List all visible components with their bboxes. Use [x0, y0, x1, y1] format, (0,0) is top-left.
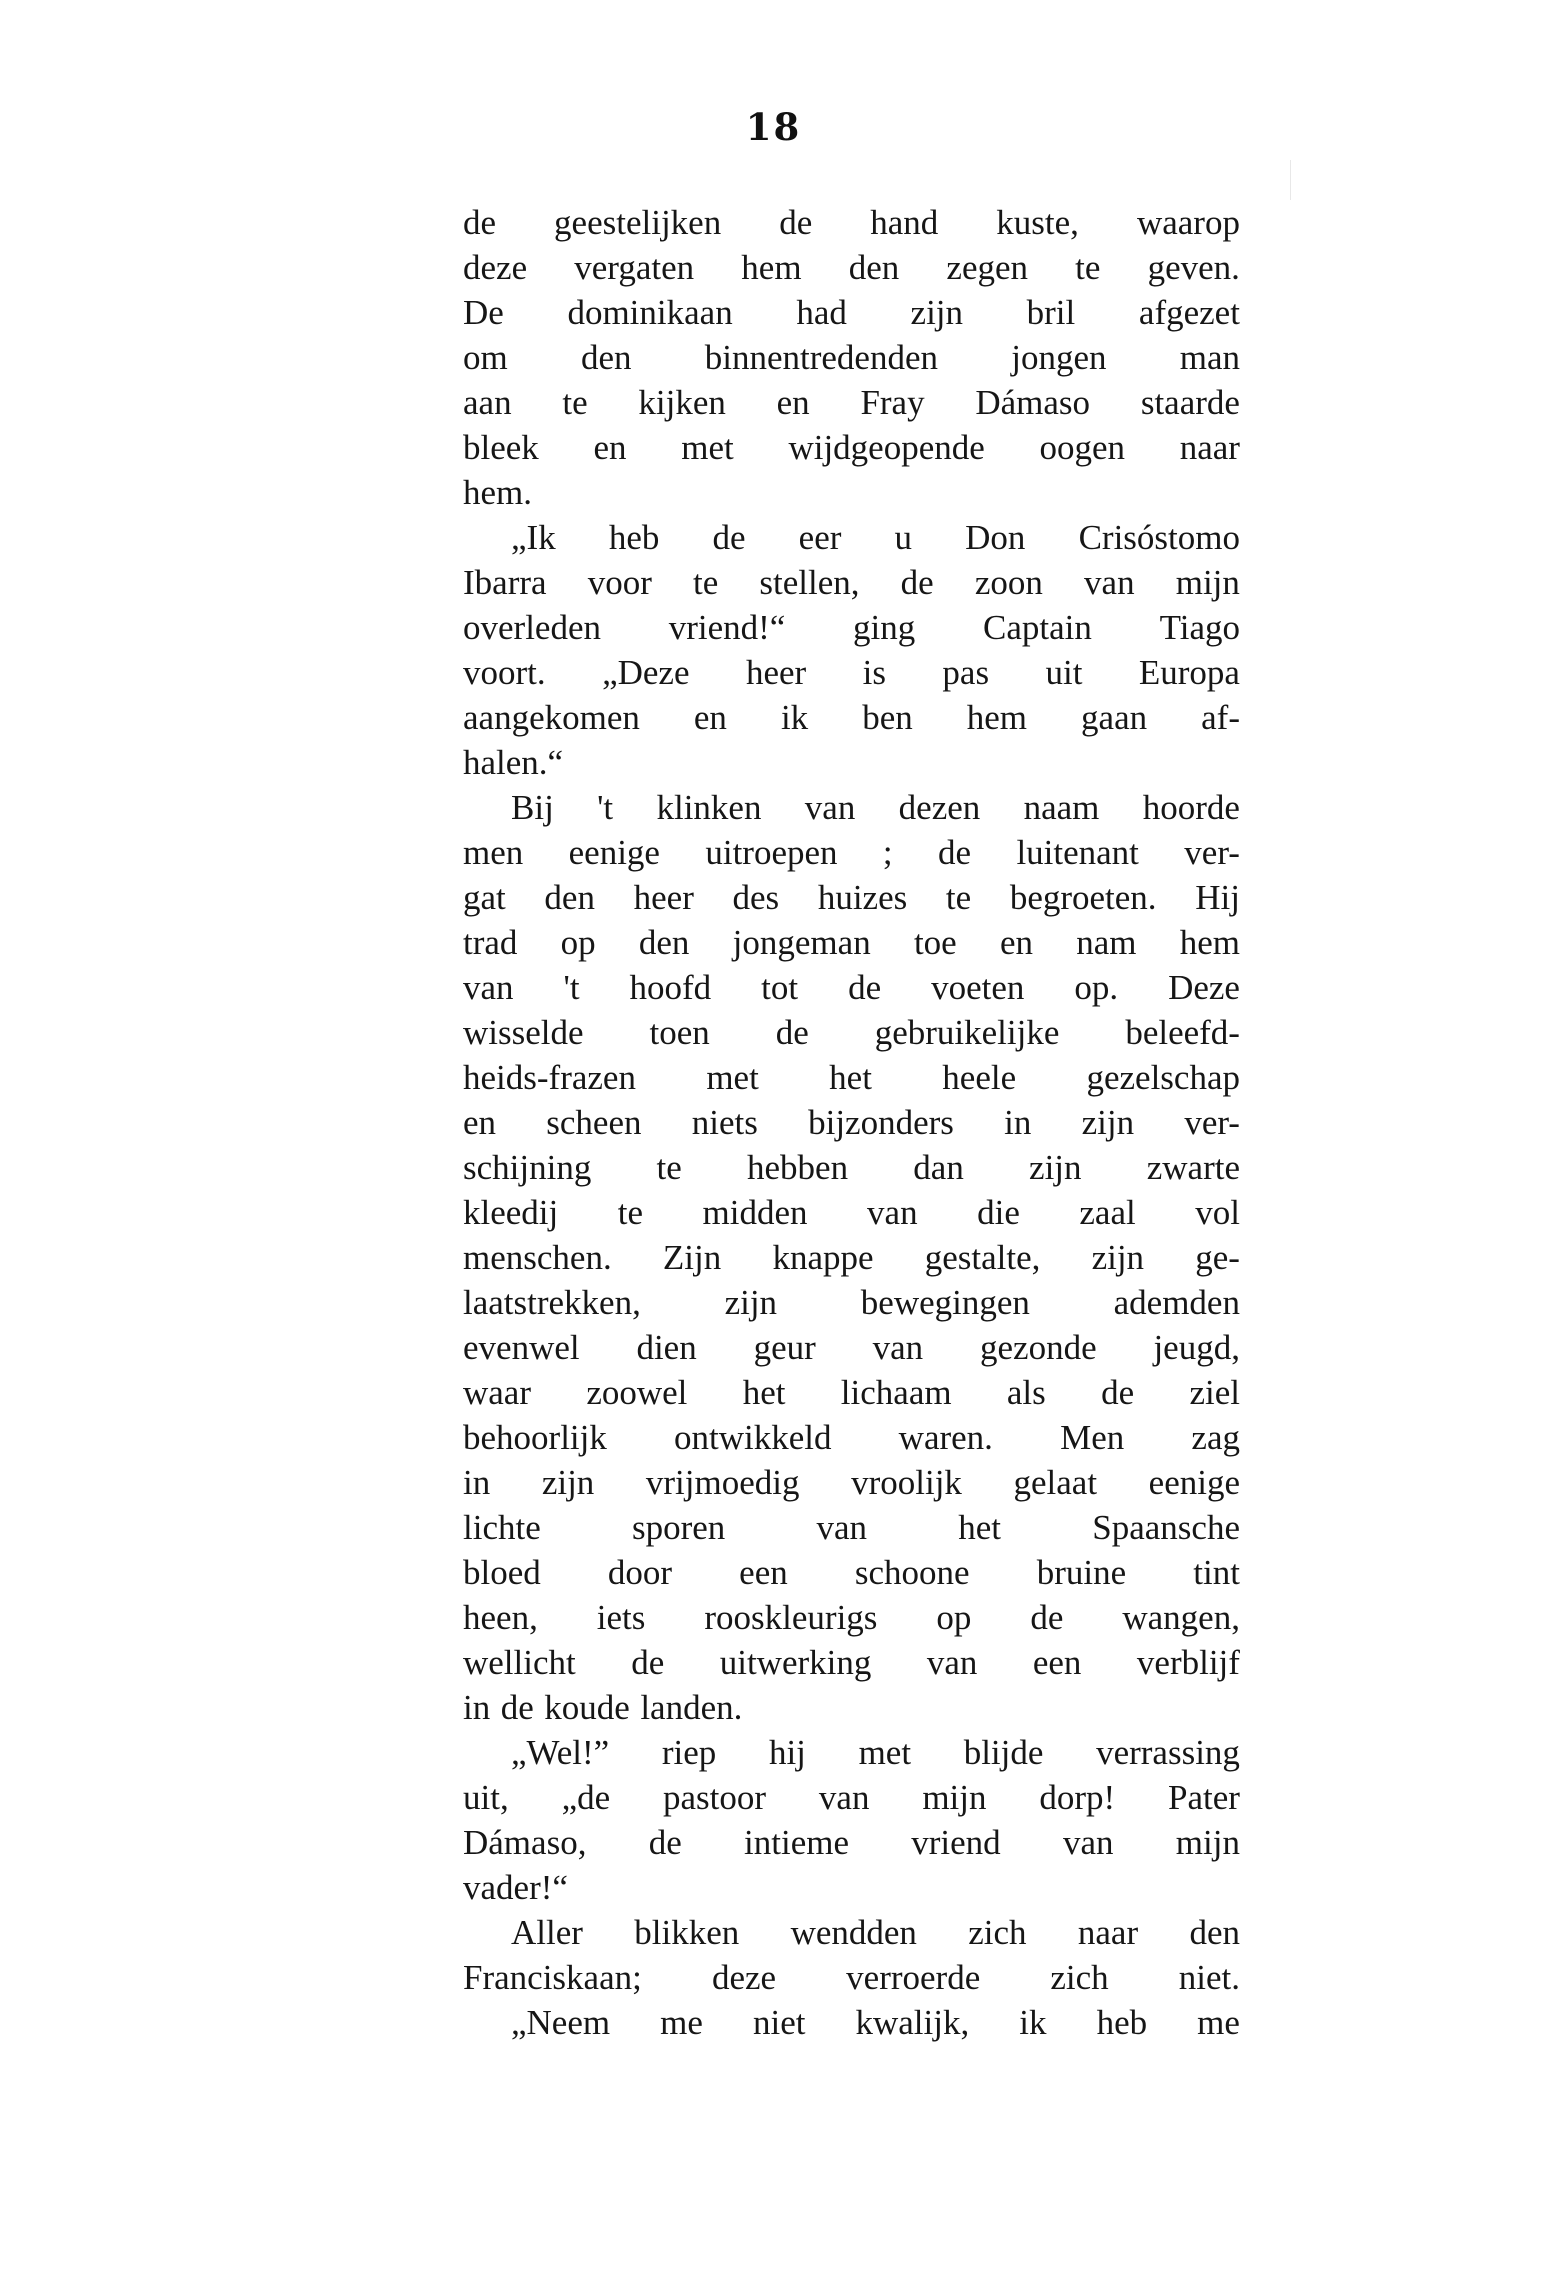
word: tint — [1193, 1553, 1240, 1592]
word: deze — [711, 1958, 777, 1997]
word: naar — [1077, 1913, 1139, 1952]
word: als — [1006, 1373, 1046, 1412]
word: de — [775, 1013, 809, 1052]
word: rooskleurigs — [704, 1598, 878, 1637]
word: aangekomen — [463, 698, 640, 737]
word: en — [999, 923, 1033, 962]
word: lichte — [463, 1508, 541, 1547]
word: dominikaan — [567, 293, 733, 332]
word: en — [463, 1103, 497, 1142]
word: de — [848, 968, 882, 1007]
word: Men — [1060, 1418, 1125, 1457]
word: naam — [1023, 788, 1100, 827]
word: heen, — [463, 1598, 538, 1637]
word: dezen — [898, 788, 981, 827]
text-line — [463, 1730, 1240, 1775]
word: een — [1032, 1643, 1082, 1682]
word: zijn — [541, 1463, 595, 1502]
word: binnentredenden — [704, 338, 938, 377]
word: de — [938, 833, 972, 872]
word: hem. — [463, 473, 533, 512]
word: heer — [745, 653, 807, 692]
text-line — [463, 245, 1240, 290]
word: te — [617, 1193, 644, 1232]
word: ademden — [1113, 1283, 1240, 1322]
word: de — [631, 1643, 665, 1682]
word: iets — [596, 1598, 646, 1637]
word: jongen — [1011, 338, 1107, 377]
text-line — [463, 380, 1240, 425]
word: zaal — [1079, 1193, 1136, 1232]
text-line — [463, 290, 1240, 335]
word: naar — [1179, 428, 1240, 467]
word: te — [945, 878, 972, 917]
word: en — [776, 383, 810, 422]
word: toen — [649, 1013, 710, 1052]
word: sporen — [631, 1508, 726, 1547]
word: zich — [1050, 1958, 1109, 1997]
word: zag — [1191, 1418, 1240, 1457]
word: ben — [862, 698, 913, 737]
text-line — [463, 470, 1240, 515]
text-line — [463, 830, 1240, 875]
word: vol — [1195, 1193, 1240, 1232]
word: voeten — [931, 968, 1025, 1007]
text-line — [463, 650, 1240, 695]
text-line — [463, 1640, 1240, 1685]
word: en — [593, 428, 627, 467]
word: intieme — [744, 1823, 849, 1862]
word: man — [1179, 338, 1240, 377]
word: waarop — [1136, 203, 1240, 242]
text-line — [463, 1865, 1240, 1910]
word: schijning — [463, 1148, 592, 1187]
word: hand — [870, 203, 939, 242]
word: heer — [633, 878, 694, 917]
word: Pater — [1168, 1778, 1240, 1817]
word: van — [1062, 1823, 1114, 1862]
word: met — [706, 1058, 759, 1097]
word: eenige — [568, 833, 660, 872]
word: in — [1004, 1103, 1032, 1142]
word: de — [712, 518, 746, 557]
word: ik — [780, 698, 809, 737]
word: hoofd — [629, 968, 712, 1007]
word: de — [779, 203, 813, 242]
word: zijn — [724, 1283, 778, 1322]
word: uitroepen — [705, 833, 838, 872]
word: de — [1030, 1598, 1064, 1637]
word: knappe — [772, 1238, 874, 1277]
word: „Deze — [602, 653, 690, 692]
word: voor — [587, 563, 652, 602]
word: men — [463, 833, 524, 872]
text-line — [463, 1685, 1240, 1730]
word: Fray — [860, 383, 925, 422]
word: verroerde — [846, 1958, 981, 1997]
word: van — [463, 968, 514, 1007]
word: zijn — [1029, 1148, 1082, 1187]
text-line — [463, 1415, 1240, 1460]
word: Ibarra — [463, 563, 547, 602]
word: uitwerking — [719, 1643, 872, 1682]
word: niets — [691, 1103, 758, 1142]
word: staarde — [1140, 383, 1240, 422]
word: van — [1084, 563, 1135, 602]
word: bijzonders — [808, 1103, 954, 1142]
word: den — [580, 338, 632, 377]
word: de — [463, 203, 497, 242]
word: ge- — [1195, 1238, 1240, 1277]
word: mijn — [922, 1778, 987, 1817]
word: bloed — [463, 1553, 541, 1592]
word: scheen — [546, 1103, 642, 1142]
word: den — [1189, 1913, 1240, 1952]
word: in — [463, 1463, 491, 1502]
text-line — [463, 1280, 1240, 1325]
text-line — [463, 1100, 1240, 1145]
word: van — [804, 788, 856, 827]
word: ontwikkeld — [674, 1418, 832, 1457]
word: Hij — [1195, 878, 1240, 917]
word: behoorlijk — [463, 1418, 607, 1457]
word: te — [656, 1148, 682, 1187]
word: vriend — [911, 1823, 1001, 1862]
word: zwarte — [1146, 1148, 1240, 1187]
text-line — [463, 1325, 1240, 1370]
word: verrassing — [1096, 1733, 1240, 1772]
word: kleedij — [463, 1193, 559, 1232]
text-line — [463, 1955, 1240, 2000]
word: aan — [463, 383, 512, 422]
word: het — [742, 1373, 786, 1412]
word: het — [829, 1058, 872, 1097]
word: van — [816, 1508, 868, 1547]
word: trad — [463, 923, 518, 962]
word: nam — [1076, 923, 1137, 962]
word: te — [692, 563, 719, 602]
word: jeugd, — [1153, 1328, 1240, 1367]
word: niet — [752, 2003, 806, 2042]
text-line — [463, 605, 1240, 650]
word: zoon — [974, 563, 1043, 602]
word: geven. — [1147, 248, 1240, 287]
word: waar — [463, 1373, 532, 1412]
word: bril — [1026, 293, 1076, 332]
word: hij — [768, 1733, 806, 1772]
word: af- — [1201, 698, 1240, 737]
word: midden — [702, 1193, 808, 1232]
word: ik — [1019, 2003, 1047, 2042]
word: wisselde — [463, 1013, 584, 1052]
word: gezelschap — [1086, 1058, 1240, 1097]
word: stellen, — [759, 563, 860, 602]
word: gezonde — [980, 1328, 1097, 1367]
word: gebruikelijke — [874, 1013, 1060, 1052]
word: ziel — [1189, 1373, 1240, 1412]
word: Crisóstomo — [1078, 518, 1240, 557]
word: de — [1101, 1373, 1135, 1412]
word: klinken — [656, 788, 762, 827]
word: u — [894, 518, 913, 557]
word: zoowel — [586, 1373, 688, 1412]
word: met — [681, 428, 734, 467]
word: zich — [968, 1913, 1027, 1952]
word: beleefd- — [1125, 1013, 1240, 1052]
text-line — [463, 875, 1240, 920]
word: „Neem — [511, 2003, 611, 2042]
text-line — [463, 1235, 1240, 1280]
word: van — [818, 1778, 870, 1817]
word: tot — [761, 968, 799, 1007]
word: pas — [942, 653, 990, 692]
word: Zijn — [662, 1238, 722, 1277]
text-line — [463, 425, 1240, 470]
word: begroeten. — [1009, 878, 1157, 917]
word: dien — [636, 1328, 697, 1367]
word: evenwel — [463, 1328, 580, 1367]
text-line — [463, 560, 1240, 605]
word: den — [638, 923, 690, 962]
word: deze — [463, 248, 528, 287]
word: te — [1075, 248, 1101, 287]
word: blikken — [634, 1913, 740, 1952]
word: vroolijk — [851, 1463, 962, 1502]
word: is — [862, 653, 886, 692]
word: uit — [1045, 653, 1083, 692]
word: Tiago — [1159, 608, 1240, 647]
word: zegen — [946, 248, 1029, 287]
word: wendden — [790, 1913, 917, 1952]
text-line — [463, 1460, 1240, 1505]
word: Captain — [982, 608, 1092, 647]
word: het — [958, 1508, 1002, 1547]
word: landen. — [640, 1688, 743, 1727]
word: vergaten — [574, 248, 695, 287]
word: te — [562, 383, 588, 422]
text-line — [463, 2000, 1240, 2045]
word: menschen. — [463, 1238, 612, 1277]
word: van — [867, 1193, 918, 1232]
word: laatstrekken, — [463, 1283, 641, 1322]
text-line — [463, 1190, 1240, 1235]
word: hem — [966, 698, 1028, 737]
word: Bij — [511, 788, 554, 827]
word: vader!“ — [463, 1868, 568, 1907]
word: had — [796, 293, 847, 332]
text-line — [463, 1910, 1240, 1955]
word: „Wel!” — [511, 1733, 610, 1772]
text-line — [463, 1595, 1240, 1640]
body-text — [463, 200, 1240, 2045]
word: de — [900, 563, 934, 602]
text-line — [463, 1055, 1240, 1100]
word: eer — [798, 518, 842, 557]
text-line — [463, 920, 1240, 965]
word: mijn — [1175, 563, 1240, 602]
word: overleden — [463, 608, 601, 647]
text-line — [463, 1010, 1240, 1055]
word: zijn — [1081, 1103, 1135, 1142]
word: koude — [544, 1688, 630, 1727]
word: heele — [942, 1058, 1017, 1097]
word: de — [648, 1823, 682, 1862]
text-line — [463, 1550, 1240, 1595]
word: pastoor — [663, 1778, 767, 1817]
word: Deze — [1168, 968, 1240, 1007]
word: Dámaso — [975, 383, 1091, 422]
text-line — [463, 965, 1240, 1010]
word: en — [693, 698, 727, 737]
text-line — [463, 200, 1240, 245]
word: dan — [913, 1148, 964, 1187]
word: Franciskaan; — [463, 1958, 642, 1997]
word: gestalte, — [924, 1238, 1041, 1277]
word: op. — [1074, 968, 1119, 1007]
word: ver- — [1184, 833, 1240, 872]
text-line — [463, 1505, 1240, 1550]
word: eenige — [1148, 1463, 1240, 1502]
word: Don — [965, 518, 1026, 557]
word: geur — [753, 1328, 816, 1367]
word: luitenant — [1016, 833, 1139, 872]
word: gat — [463, 878, 506, 917]
word: wellicht — [463, 1643, 576, 1682]
word: in — [463, 1688, 491, 1727]
word: van — [926, 1643, 978, 1682]
word: die — [977, 1193, 1020, 1232]
text-line — [463, 1820, 1240, 1865]
word: op — [560, 923, 596, 962]
word: zijn — [910, 293, 964, 332]
word: met — [858, 1733, 912, 1772]
word: waren. — [898, 1418, 993, 1457]
word: oogen — [1039, 428, 1126, 467]
word: Spaansche — [1092, 1508, 1240, 1547]
word: Europa — [1138, 653, 1240, 692]
word: kwalijk, — [855, 2003, 970, 2042]
word: voort. — [463, 653, 546, 692]
word: ging — [853, 608, 916, 647]
word: uit, — [463, 1778, 509, 1817]
word: „Ik — [511, 518, 556, 557]
word: De — [463, 293, 504, 332]
word: wangen, — [1122, 1598, 1240, 1637]
word: bruine — [1036, 1553, 1127, 1592]
word: gelaat — [1013, 1463, 1098, 1502]
text-line — [463, 1370, 1240, 1415]
word: afgezet — [1138, 293, 1240, 332]
word: riep — [661, 1733, 717, 1772]
text-line — [463, 785, 1240, 830]
word: hebben — [747, 1148, 849, 1187]
page-edge-mark — [1290, 160, 1291, 200]
text-line — [463, 695, 1240, 740]
word: heb — [608, 518, 660, 557]
page-number: 18 — [745, 105, 802, 149]
text-line — [463, 1775, 1240, 1820]
word: Dámaso, — [463, 1823, 587, 1862]
word: dorp! — [1039, 1778, 1116, 1817]
text-line — [463, 335, 1240, 380]
word: kijken — [638, 383, 726, 422]
word: bleek — [463, 428, 539, 467]
word: op — [936, 1598, 972, 1637]
word: de — [500, 1688, 534, 1727]
word: zijn — [1091, 1238, 1145, 1277]
word: vrijmoedig — [645, 1463, 800, 1502]
word: lichaam — [840, 1373, 952, 1412]
word: hem — [741, 248, 802, 287]
word: den — [848, 248, 900, 287]
word: halen.“ — [463, 743, 564, 782]
text-line — [463, 515, 1240, 560]
word: me — [1197, 2003, 1240, 2042]
word: hoorde — [1142, 788, 1240, 827]
text-line — [463, 1145, 1240, 1190]
word: niet. — [1178, 1958, 1240, 1997]
word: 't — [597, 788, 614, 827]
word: me — [660, 2003, 703, 2042]
word: blijde — [963, 1733, 1044, 1772]
word: 't — [563, 968, 580, 1007]
word: „de — [561, 1778, 611, 1817]
word: ; — [882, 833, 893, 872]
word: den — [544, 878, 595, 917]
word: jongeman — [732, 923, 871, 962]
word: om — [463, 338, 508, 377]
word: toe — [913, 923, 957, 962]
word: verblijf — [1136, 1643, 1240, 1682]
word: gaan — [1081, 698, 1148, 737]
word: wijdgeopende — [788, 428, 985, 467]
word: kuste, — [996, 203, 1079, 242]
word: schoone — [854, 1553, 970, 1592]
word: ver- — [1184, 1103, 1240, 1142]
word: vriend!“ — [668, 608, 786, 647]
word: heb — [1096, 2003, 1148, 2042]
word: door — [607, 1553, 673, 1592]
word: des — [732, 878, 780, 917]
word: Aller — [511, 1913, 583, 1952]
word: bewegingen — [860, 1283, 1030, 1322]
word: mijn — [1175, 1823, 1240, 1862]
word: heids-frazen — [463, 1058, 636, 1097]
text-line — [463, 740, 1240, 785]
word: huizes — [817, 878, 908, 917]
word: geestelijken — [554, 203, 722, 242]
word: van — [872, 1328, 924, 1367]
word: een — [739, 1553, 788, 1592]
word: hem — [1179, 923, 1240, 962]
